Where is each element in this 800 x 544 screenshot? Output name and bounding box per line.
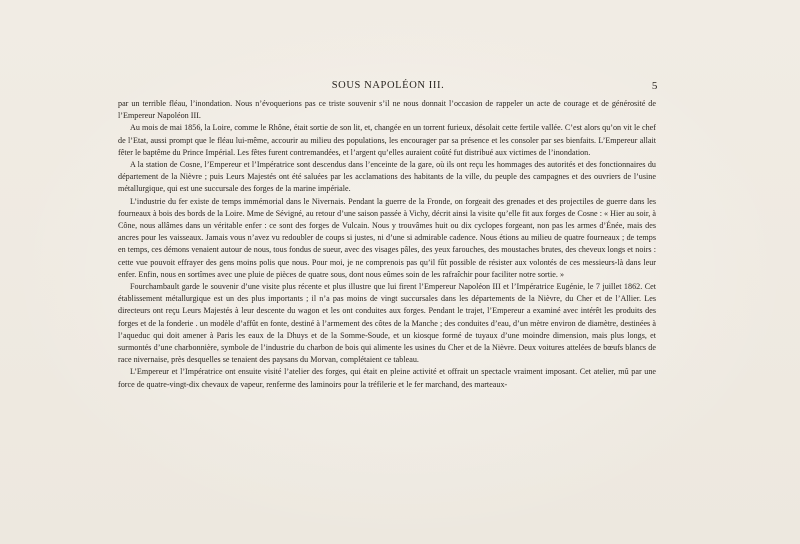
paragraph: L’industrie du fer existe de temps immémorial dans le Nivernais. Pendant la guerre de la Fronde, on forgeait des grenades et des projectiles de guerre dans les fourneaux à bois des bords de la Loire. Mme de Sévigné, au retour d’une saison passée à Vichy, décrit ainsi la visite qu’elle fit aux forges de Cosne : « Hier au soir, à Cône, nous allâmes dans un véritable enfer : ce sont des forges de Vulcain. Nous y trouvâmes huit ou dix cyclopes forgeant, non pas les armes d’Énée, mais des ancres pour les vaisseaux. Jamais vous n’avez vu redoubler de coups si justes, ni d’une si admirable cadence. Nous étions au milieu de quatre fourneaux ; de temps en temps, ces démons venaient autour de nous, tous fondus de sueur, avec des visages pâles, des yeux farouches, des moustaches brutes, des cheveux longs et noirs : cette vue pouvoit effrayer des gens moins polis que nous. Pour moi, je ne comprenois pas qu’il fût possible de résister aux volontés de ces messieurs-là dans leur enfer. Enfin, nous en sortîmes avec une pluie de pièces de quatre sous, dont nous eûmes soin de les rafraîchir pour faciliter notre sortie. »: [118, 196, 656, 279]
running-head: [118, 80, 658, 96]
paragraph: Au mois de mai 1856, la Loire, comme le Rhône, était sortie de son lit, et, changée en un torrent furieux, désolait cette fertile vallée. C’est alors qu’on vit le chef de l’Etat, aussi prompt que le fléau lui-même, accourir au milieu des populations, les encourager par sa présence et les consoler par ses bienfaits. L’Empereur allait fêter le baptême du Prince Impérial. Les fêtes furent contremandées, et l’argent qu’elles auraient coûté fut distribué aux victimes de l’inondation.: [118, 123, 656, 157]
body-text: [118, 98, 656, 391]
page-number: 5: [651, 80, 658, 92]
paragraph: Fourchambault garde le souvenir d’une visite plus récente et plus illustre que lui firent l’Empereur Napoléon III et l’Impératrice Eugénie, le 7 juillet 1862. Cet établissement métallurgique est un des plus importants ; il n’a pas moins de vingt succursales dans les départements de la Nièvre, du Cher et de l’Allier. Les directeurs ont reçu Leurs Majestés à leur descente du wagon et les ont conduites aux forges. Pendant le trajet, l’Empereur a examiné avec intérêt les produits des forges et de la fonderie . un modèle d’affût en fonte, destiné à l’armement des côtes de la Manche ; des conduites d’eau, d’un mètre environ de diamètre, destinées à l’aqueduc qui doit amener à Paris les eaux de la Dhuys et de la Somme-Soude, et un kiosque formé de tuyaux d’une moindre dimension, mais plus longs, et surmontés d’une charbonnière, symbole de l’industrie du charbon de bois qui alimente les usines du Cher et de la Nièvre. Deux voitures attelées de bœufs blancs de race nivernaise, près desquelles se tenaient des paysans du Morvan, complétaient ce tableau.: [118, 282, 656, 365]
running-title: SOUS NAPOLÉON III.: [331, 80, 445, 91]
paragraph: A la station de Cosne, l’Empereur et l’Impératrice sont descendus dans l’enceinte de la gare, où ils ont reçu les hommages des autorités et des fonctionnaires du département de la Nièvre ; puis Leurs Majestés ont été saluées par les acclamations des habitants de la ville, du peuple des campagnes et des ouvriers de l’usine métallurgique, qui est une succursale des forges de la marine impériale.: [118, 160, 656, 194]
paragraph: L’Empereur et l’Impératrice ont ensuite visité l’atelier des forges, qui était en pleine activité et offrait un spectacle vraiment imposant. Cet atelier, mû par une force de quatre-vingt-dix chevaux de vapeur, renferme des laminoirs pour la tréfilerie et le fer marchand, des marteaux-: [118, 367, 656, 389]
paragraph: par un terrible fléau, l’inondation. Nous n’évoquerions pas ce triste souvenir s’il ne nous donnait l’occasion de rappeler un acte de courage et de générosité de l’Empereur Napoléon III.: [118, 99, 656, 121]
